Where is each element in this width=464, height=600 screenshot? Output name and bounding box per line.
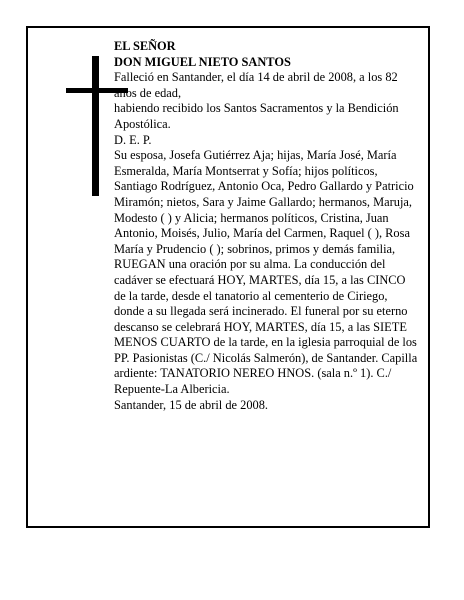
closing-place-date: Santander, 15 de abril de 2008. xyxy=(114,397,268,412)
obituary-notice xyxy=(26,26,430,528)
notice-body xyxy=(114,39,418,413)
cross-vertical-bar xyxy=(92,56,99,196)
sacraments-line: habiendo recibido los Santos Sacramentos y la Bendición Apostólica. xyxy=(114,101,399,131)
notice-title-line-1: EL SEÑOR xyxy=(114,39,176,53)
rest-in-peace: D. E. P. xyxy=(114,132,152,147)
family-and-funeral-details: Su esposa, Josefa Gutiérrez Aja; hijas, María José, María Esmeralda, María Montserrat y Sofía; hijos políticos, Santiago Rodríguez, Antonio Oca, Pedro Gallardo y Patricio Miramón; nietos, Sara y Jaime Gallardo; hermanos, Maruja, Modesto ( ) y Alicia; hermanos políticos, Cristina, Juan Antonio, Moisés, Julio, María del Carmen, Raquel ( ), Rosa María y Prudencio ( ); sobrinos, primos y demás familia, RUEGAN una oración por su alma. La conducción del cadáver se efectuará HOY, MARTES, día 15, a las CINCO de la tarde, desde el tanatorio al cementerio de Ciriego, donde a su llegada será incinerado. El funeral por su eterno descanso se celebrará HOY, MARTES, día 15, a las SIETE MENOS CUARTO de la tarde, en la iglesia parroquial de los PP. Pasionistas (C./ Nicolás Salmerón), de Santander. Capilla ardiente: TANATORIO NEREO HNOS. (sala n.º 1). C./ Repuente-La Albericia. xyxy=(114,148,418,397)
death-announcement: Falleció en Santander, el día 14 de abril de 2008, a los 82 años de edad, xyxy=(114,70,398,100)
deceased-name: DON MIGUEL NIETO SANTOS xyxy=(114,54,291,69)
